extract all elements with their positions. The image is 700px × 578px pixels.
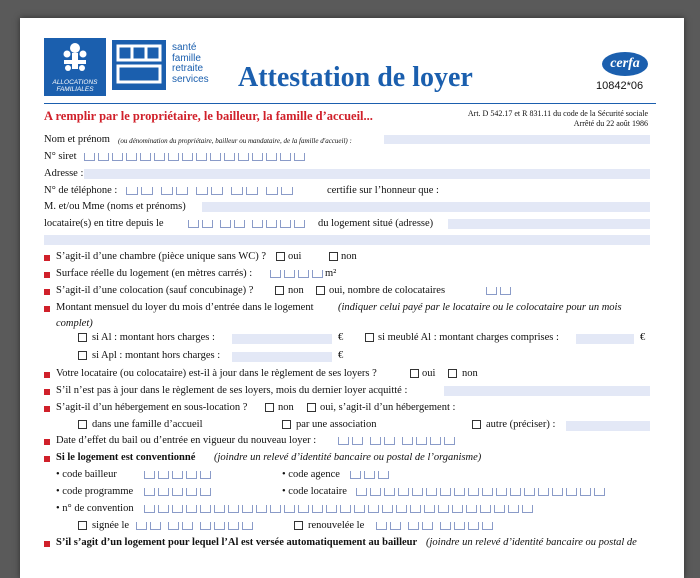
- bullet: [44, 289, 50, 295]
- autre-label: autre (préciser) :: [486, 419, 556, 430]
- surface-label: Surface réelle du logement (en mètres carrés) :: [56, 268, 253, 279]
- signee-date-field[interactable]: [136, 522, 256, 530]
- date-effet-field[interactable]: [338, 437, 458, 445]
- apl-label: S’il s’agit d’un logement pour lequel l’Al est versée automatiquement au bailleur: [56, 537, 418, 548]
- si-al-euro: €: [338, 332, 344, 343]
- header-divider: [44, 103, 656, 104]
- date-effet-label: Date d’effet du bail ou d’entrée en vigueur du nouveau loyer :: [56, 435, 317, 446]
- pasajour-field[interactable]: [444, 386, 650, 396]
- famille-accueil-checkbox[interactable]: [78, 420, 87, 429]
- si-apl-checkbox[interactable]: [78, 351, 87, 360]
- surface-field[interactable]: [270, 270, 326, 278]
- hebergement-non-label: non: [278, 402, 294, 413]
- autre-field[interactable]: [566, 421, 650, 431]
- code-programme-field[interactable]: [144, 488, 214, 496]
- code-locataire-label: • code locataire: [282, 486, 347, 497]
- famille-accueil-label: dans une famille d’accueil: [92, 419, 203, 430]
- msa-line-retraite: retraite: [172, 63, 204, 74]
- colocataires-field[interactable]: [486, 287, 514, 295]
- subtitle: A remplir par le propriétaire, le bailleur, la famille d’accueil...: [44, 109, 373, 123]
- bullet: [44, 389, 50, 395]
- bullet: [44, 439, 50, 445]
- si-meuble-checkbox[interactable]: [365, 333, 374, 342]
- caf-logo: [44, 38, 106, 96]
- code-programme-label: • code programme: [56, 486, 134, 497]
- bullet: [44, 541, 50, 547]
- nom-label: Nom et prénom: [44, 134, 110, 145]
- tel-label: N° de téléphone :: [44, 185, 118, 196]
- coloc-non-label: non: [288, 285, 304, 296]
- msa-emblem-icon: [112, 40, 166, 90]
- cerfa-number: 10842*06: [596, 80, 644, 92]
- nom-note: (ou dénomination du propriétaire, bailleur ou mandataire, de la famille d'accueil) :: [118, 137, 352, 145]
- mme-label: M. et/ou Mme (noms et prénoms): [44, 201, 186, 212]
- siret-field[interactable]: [84, 153, 308, 161]
- bullet: [44, 255, 50, 261]
- si-apl-amount-field[interactable]: [232, 352, 332, 362]
- si-al-amount-field[interactable]: [232, 334, 332, 344]
- renouvelee-checkbox[interactable]: [294, 521, 303, 530]
- msa-tagline: [172, 43, 209, 85]
- renouvelee-date-field[interactable]: [376, 522, 496, 530]
- hebergement-question: S’agit-il d’un hébergement en sous-location ?: [56, 402, 248, 413]
- montant-note-1: (indiquer celui payé par le locataire ou le colocataire pour un mois: [338, 302, 622, 313]
- si-meuble-label: si meublé Al : montant charges comprises :: [378, 332, 559, 343]
- caf-logo-text: ALLOCATIONS FAMILIALES: [52, 79, 98, 93]
- msa-line-sante: santé: [172, 42, 197, 53]
- si-al-label: si Al : montant hors charges :: [92, 332, 215, 343]
- signee-checkbox[interactable]: [78, 521, 87, 530]
- si-apl-euro: €: [338, 350, 344, 361]
- chambre-non-label: non: [341, 251, 357, 262]
- code-agence-field[interactable]: [350, 471, 392, 479]
- form-page: [20, 18, 684, 578]
- code-bailleur-field[interactable]: [144, 471, 214, 479]
- ajour-oui-label: oui: [422, 368, 436, 379]
- num-convention-field[interactable]: [144, 505, 536, 513]
- bullet: [44, 272, 50, 278]
- ajour-question: Votre locataire (ou colocataire) est-il à jour dans le règlement de ses loyers ?: [56, 368, 377, 379]
- caf-emblem-icon: [44, 38, 106, 78]
- hebergement-oui-checkbox[interactable]: [307, 403, 316, 412]
- association-checkbox[interactable]: [282, 420, 291, 429]
- bullet: [44, 456, 50, 462]
- msa-line-famille: famille: [172, 52, 201, 64]
- si-meuble-euro: €: [640, 332, 646, 343]
- chambre-oui-checkbox[interactable]: [276, 252, 285, 261]
- code-agence-label: • code agence: [282, 469, 340, 480]
- signee-label: signée le: [92, 520, 130, 531]
- logement-field-line2[interactable]: [44, 235, 650, 245]
- conventionne-label: Si le logement est conventionné: [56, 452, 196, 463]
- hebergement-oui-label: oui, s’agit-il d’un hébergement :: [320, 402, 456, 413]
- bullet: [44, 406, 50, 412]
- ajour-non-label: non: [462, 368, 478, 379]
- si-meuble-amount-field[interactable]: [576, 334, 634, 344]
- bullet: [44, 306, 50, 312]
- page-title: Attestation de loyer: [238, 62, 473, 93]
- locataire-label: locataire(s) en titre depuis le: [44, 218, 164, 229]
- bullet: [44, 372, 50, 378]
- montant-note-2: complet): [56, 318, 93, 329]
- article-reference-2: Arrêté du 22 août 1986: [573, 119, 648, 128]
- association-label: par une association: [296, 419, 377, 430]
- article-reference: [440, 109, 648, 129]
- chambre-oui-label: oui: [288, 251, 302, 262]
- code-bailleur-label: • code bailleur: [56, 469, 117, 480]
- certifie-text: certifie sur l’honneur que :: [327, 185, 439, 196]
- adresse-label: Adresse :: [44, 168, 84, 179]
- logement-field[interactable]: [448, 219, 650, 229]
- renouvelee-label: renouvelée le: [308, 520, 365, 531]
- siret-label: N° siret: [44, 151, 77, 162]
- si-al-checkbox[interactable]: [78, 333, 87, 342]
- chambre-non-checkbox[interactable]: [329, 252, 338, 261]
- ajour-non-checkbox[interactable]: [448, 369, 457, 378]
- apl-note: (joindre un relevé d’identité bancaire ou postal de: [426, 537, 637, 548]
- coloc-non-checkbox[interactable]: [275, 286, 284, 295]
- montant-label: Montant mensuel du loyer du mois d’entrée dans le logement: [56, 302, 314, 313]
- msa-logo: [112, 40, 166, 90]
- adresse-field[interactable]: [84, 169, 650, 179]
- pasajour-label: S’il n’est pas à jour dans le règlement de ses loyers, mois du dernier loyer acquitté :: [56, 385, 408, 396]
- coloc-oui-checkbox[interactable]: [316, 286, 325, 295]
- conventionne-note: (joindre un relevé d’identité bancaire ou postal de l’organisme): [214, 452, 482, 463]
- tel-field[interactable]: [126, 187, 296, 195]
- chambre-question: S’agit-il d’une chambre (pièce unique sans WC) ?: [56, 251, 267, 262]
- code-locataire-field[interactable]: [356, 488, 608, 496]
- article-reference-1: Art. D 542.17 et R 831.11 du code de la Sécurité sociale: [467, 109, 648, 118]
- cerfa-logo: cerfa: [602, 52, 648, 76]
- nom-field[interactable]: [384, 135, 650, 144]
- surface-unit: m²: [325, 268, 337, 279]
- ajour-oui-checkbox[interactable]: [410, 369, 419, 378]
- msa-line-services: services: [172, 73, 209, 85]
- si-apl-label: si Apl : montant hors charges :: [92, 350, 221, 361]
- hebergement-non-checkbox[interactable]: [265, 403, 274, 412]
- num-convention-label: • n° de convention: [56, 503, 134, 514]
- locataire-date-field[interactable]: [188, 220, 308, 228]
- coloc-oui-label: oui, nombre de colocataires: [329, 285, 446, 296]
- logement-label: du logement situé (adresse): [318, 218, 434, 229]
- coloc-question: S’agit-il d’une colocation (sauf concubinage) ?: [56, 285, 254, 296]
- mme-field[interactable]: [202, 202, 650, 212]
- autre-checkbox[interactable]: [472, 420, 481, 429]
